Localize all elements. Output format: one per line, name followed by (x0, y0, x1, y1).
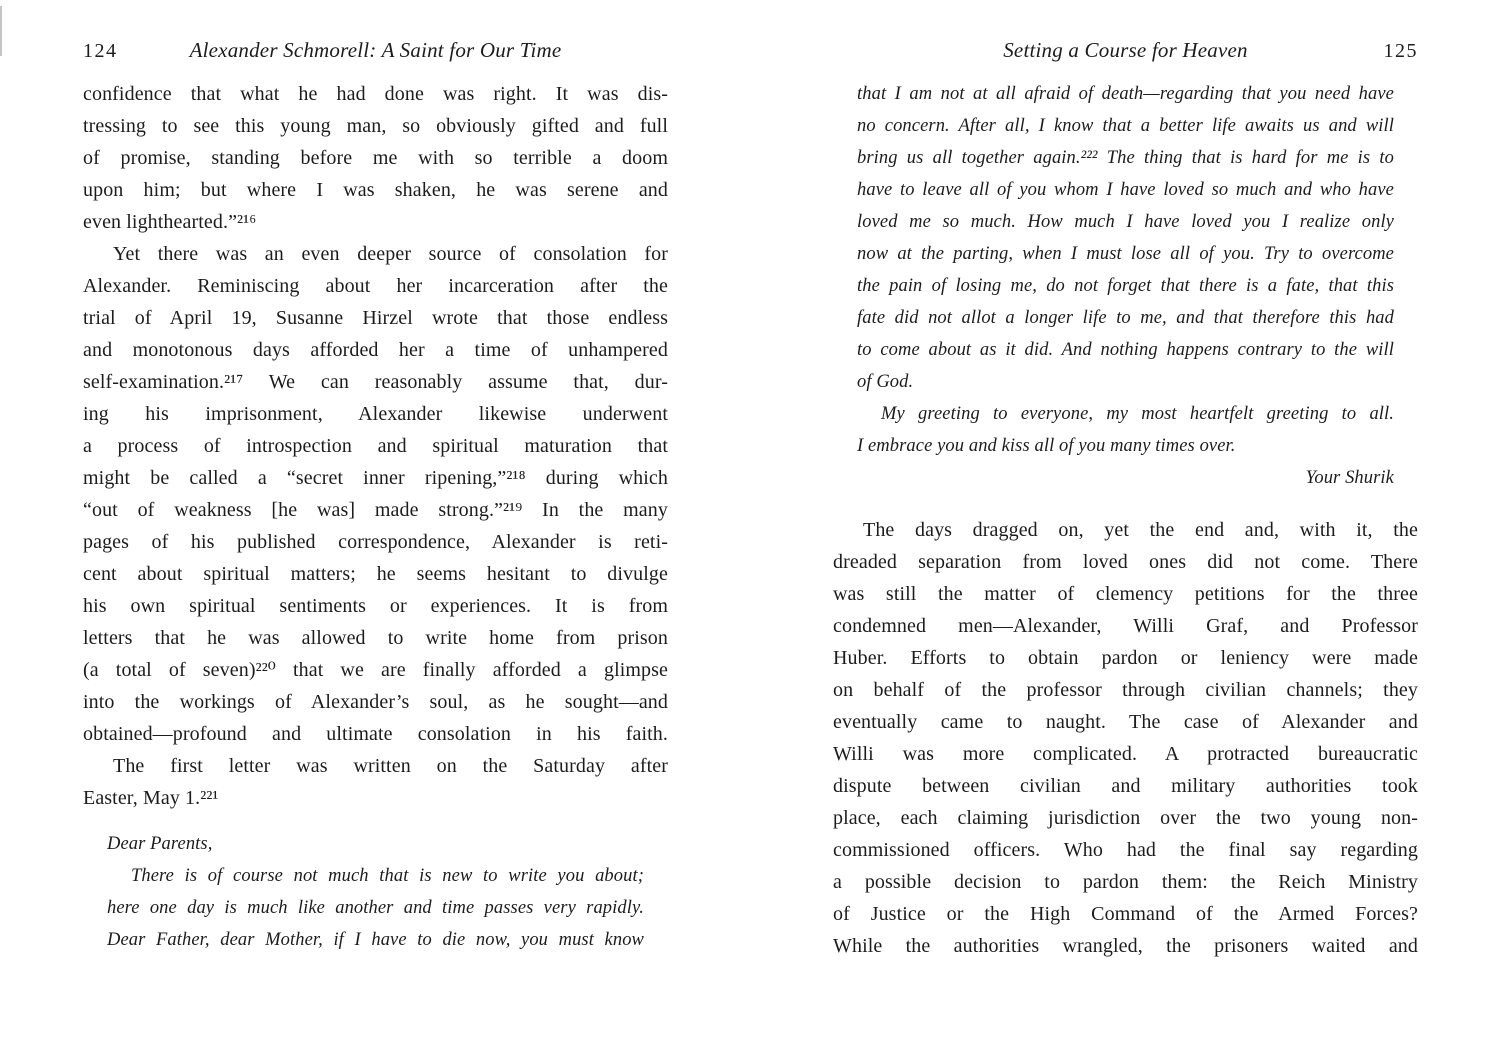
text-line: have to leave all of you whom I have loved so much and who have (857, 180, 1394, 200)
text-line: obtained—profound and ultimate consolation in his faith. (83, 723, 668, 745)
page-number-left: 124 (83, 40, 118, 62)
text-line: and monotonous days afforded her a time of unhampered (83, 339, 668, 361)
letter-paragraph (857, 398, 1394, 462)
text-line: eventually came to naught. The case of Alexander and (833, 711, 1418, 733)
text-line: The first letter was written on the Saturday after (113, 755, 668, 777)
text-line: a process of introspection and spiritual maturation that (83, 435, 668, 457)
text-line: commissioned officers. Who had the final say regarding (833, 839, 1418, 861)
text-line: on behalf of the professor through civilian channels; they (833, 679, 1418, 701)
page-number-right: 125 (1383, 40, 1418, 62)
text-line: Willi was more complicated. A protracted bureaucratic (833, 743, 1418, 765)
text-line: loved me so much. How much I have loved you I realize only (857, 212, 1394, 232)
text-line: I embrace you and kiss all of you many times over. (857, 436, 1236, 456)
body-paragraph (833, 514, 1418, 962)
text-line: Yet there was an even deeper source of consolation for (113, 243, 668, 265)
text-line: dispute between civilian and military authorities took (833, 775, 1418, 797)
text-line: Dear Father, dear Mother, if I have to die now, you must know (107, 930, 644, 950)
text-line: pages of his published correspondence, Alexander is reti- (83, 531, 668, 553)
text-line: Your Shurik (1305, 468, 1394, 488)
text-line: of God. (857, 372, 914, 392)
text-line: Huber. Efforts to obtain pardon or leniency were made (833, 647, 1418, 669)
text-line: place, each claiming jurisdiction over the two young non- (833, 807, 1418, 829)
text-line: bring us all together again.²²² The thing that is hard for me is to (857, 148, 1394, 168)
text-line: condemned men—Alexander, Willi Graf, and Professor (833, 615, 1418, 637)
text-line: that I am not at all afraid of death—regarding that you need have (857, 84, 1394, 104)
text-line: dreaded separation from loved ones did not come. There (833, 551, 1418, 573)
text-line: of Justice or the High Command of the Armed Forces? (833, 903, 1418, 925)
right-page (833, 38, 1418, 962)
body-paragraph (83, 750, 668, 814)
text-line: here one day is much like another and time passes very rapidly. (107, 898, 644, 918)
text-line: “out of weakness [he was] made strong.”²¹⁹ In the many (83, 499, 668, 521)
text-line: now at the parting, when I must lose all of you. Try to overcome (857, 244, 1394, 264)
text-line: was still the matter of clemency petitions for the three (833, 583, 1418, 605)
text-line: Alexander. Reminiscing about her incarceration after the (83, 275, 668, 297)
running-head-title-right: Setting a Course for Heaven (1003, 38, 1248, 62)
body-paragraph (83, 78, 668, 238)
text-line: self-examination.²¹⁷ We can reasonably assume that, dur- (83, 371, 668, 393)
text-line: upon him; but where I was shaken, he was serene and (83, 179, 668, 201)
text-line: My greeting to everyone, my most heartfelt greeting to all. (881, 404, 1394, 424)
text-line: his own spiritual sentiments or experiences. It is from (83, 595, 668, 617)
text-line: trial of April 19, Susanne Hirzel wrote that those endless (83, 307, 668, 329)
text-line: the pain of losing me, do not forget that there is a fate, that this (857, 276, 1394, 296)
letter-signature (833, 462, 1394, 494)
body-paragraph (83, 238, 668, 750)
running-head-right (833, 38, 1418, 64)
text-line: no concern. After all, I know that a better life awaits us and will (857, 116, 1394, 136)
text-line: ing his imprisonment, Alexander likewise underwent (83, 403, 668, 425)
text-line: The days dragged on, yet the end and, with it, the (863, 519, 1418, 541)
text-line: confidence that what he had done was right. It was dis- (83, 83, 668, 105)
text-line: tressing to see this young man, so obviously gifted and full (83, 115, 668, 137)
text-line: might be called a “secret inner ripening,”²¹⁸ during which (83, 467, 668, 489)
scan-edge-artifact (0, 6, 2, 56)
text-line: even lighthearted.”²¹⁶ (83, 211, 257, 233)
left-page (83, 38, 668, 956)
text-line: into the workings of Alexander’s soul, as he sought—and (83, 691, 668, 713)
text-line: of promise, standing before me with so terrible a doom (83, 147, 668, 169)
text-line: cent about spiritual matters; he seems hesitant to divulge (83, 563, 668, 585)
letter-paragraph (107, 828, 644, 860)
text-line: letters that he was allowed to write home from prison (83, 627, 668, 649)
page-text-right (833, 78, 1418, 962)
text-line: to come about as it did. And nothing happens contrary to the will (857, 340, 1394, 360)
text-line: a possible decision to pardon them: the Reich Ministry (833, 871, 1418, 893)
page-text-left (83, 78, 668, 956)
text-line: fate did not allot a longer life to me, and that therefore this had (857, 308, 1394, 328)
running-head-title-left: Alexander Schmorell: A Saint for Our Time (189, 38, 562, 62)
running-head-left (83, 38, 668, 64)
letter-paragraph (107, 860, 644, 956)
letter-paragraph (857, 78, 1394, 398)
text-line: Easter, May 1.²²¹ (83, 787, 219, 809)
text-line: (a total of seven)²²⁰ that we are finally afforded a glimpse (83, 659, 668, 681)
text-line: There is of course not much that is new to write you about; (131, 866, 644, 886)
text-line: Dear Parents, (107, 834, 213, 854)
text-line: While the authorities wrangled, the prisoners waited and (833, 935, 1418, 957)
